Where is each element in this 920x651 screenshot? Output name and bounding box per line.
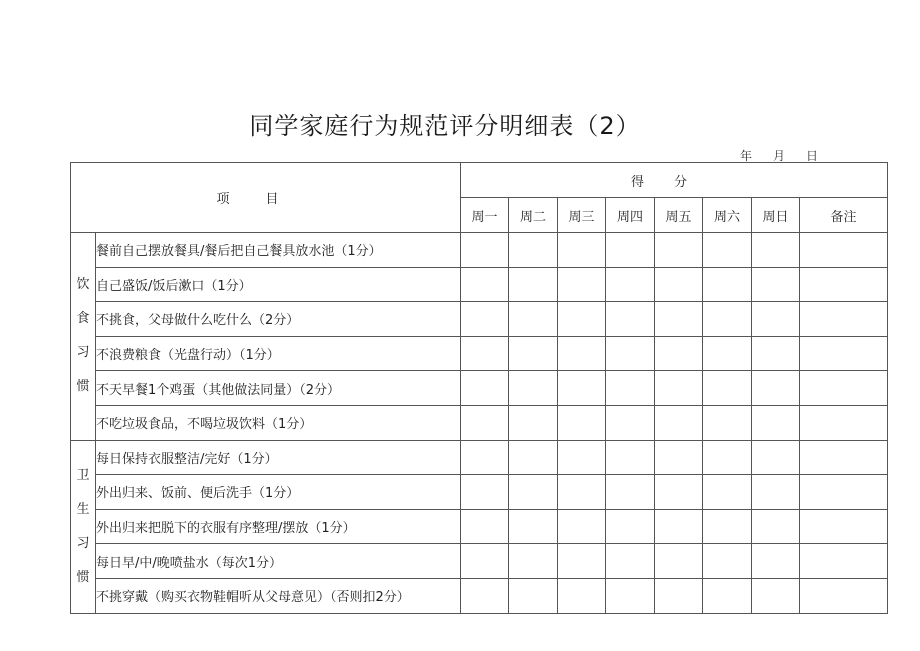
score-cell[interactable] — [752, 405, 800, 440]
table-row — [71, 544, 888, 579]
remark-cell[interactable] — [800, 302, 888, 337]
score-cell[interactable] — [509, 509, 558, 544]
remark-cell[interactable] — [800, 233, 888, 268]
score-cell[interactable] — [461, 509, 509, 544]
score-cell[interactable] — [703, 440, 752, 475]
item-label: 不天早餐1个鸡蛋（其他做法同量）（2分） — [96, 371, 461, 406]
score-cell[interactable] — [558, 336, 606, 371]
item-label: 不挑食，父母做什么吃什么（2分） — [96, 302, 461, 337]
score-cell[interactable] — [509, 578, 558, 613]
day-header: 周二 — [509, 198, 558, 233]
date-month-label: 月 — [773, 149, 786, 163]
score-cell[interactable] — [752, 267, 800, 302]
remark-cell[interactable] — [800, 371, 888, 406]
category-char: 惯 — [76, 569, 90, 585]
score-cell[interactable] — [752, 440, 800, 475]
item-label: 不浪费粮食（光盘行动）（1分） — [96, 336, 461, 371]
score-cell[interactable] — [752, 509, 800, 544]
score-cell[interactable] — [752, 371, 800, 406]
score-cell[interactable] — [461, 405, 509, 440]
table-row — [71, 267, 888, 302]
item-label: 每日保持衣服整洁/完好（1分） — [96, 440, 461, 475]
category-char: 饮 — [76, 277, 90, 293]
score-cell[interactable] — [703, 302, 752, 337]
table-row — [71, 475, 888, 510]
score-cell[interactable] — [703, 475, 752, 510]
score-cell[interactable] — [509, 371, 558, 406]
score-cell[interactable] — [606, 509, 655, 544]
remark-header: 备注 — [800, 198, 888, 233]
score-cell[interactable] — [606, 371, 655, 406]
score-cell[interactable] — [606, 336, 655, 371]
remark-cell[interactable] — [800, 440, 888, 475]
score-cell[interactable] — [606, 267, 655, 302]
day-header: 周六 — [703, 198, 752, 233]
table-row — [71, 405, 888, 440]
score-cell[interactable] — [558, 509, 606, 544]
score-cell[interactable] — [655, 233, 703, 268]
score-cell[interactable] — [509, 405, 558, 440]
score-cell[interactable] — [655, 405, 703, 440]
day-header: 周五 — [655, 198, 703, 233]
score-cell[interactable] — [606, 233, 655, 268]
score-cell[interactable] — [461, 578, 509, 613]
remark-cell[interactable] — [800, 267, 888, 302]
score-cell[interactable] — [509, 475, 558, 510]
score-cell[interactable] — [655, 302, 703, 337]
item-label: 餐前自己摆放餐具/餐后把自己餐具放水池（1分） — [96, 233, 461, 268]
score-cell[interactable] — [752, 544, 800, 579]
score-cell[interactable] — [752, 578, 800, 613]
score-cell[interactable] — [509, 233, 558, 268]
score-cell[interactable] — [558, 440, 606, 475]
score-cell[interactable] — [461, 336, 509, 371]
score-cell[interactable] — [703, 233, 752, 268]
table-row — [71, 233, 888, 268]
score-cell[interactable] — [655, 544, 703, 579]
category-cell — [71, 440, 96, 613]
item-label: 不吃垃圾食品，不喝垃圾饮料（1分） — [96, 405, 461, 440]
score-cell[interactable] — [655, 336, 703, 371]
day-header: 周日 — [752, 198, 800, 233]
score-cell[interactable] — [703, 267, 752, 302]
category-char: 习 — [76, 345, 90, 361]
item-label: 不挑穿戴（购买衣物鞋帽听从父母意见）（否则扣2分） — [96, 578, 461, 613]
score-cell[interactable] — [703, 509, 752, 544]
score-cell[interactable] — [558, 475, 606, 510]
score-cell[interactable] — [655, 440, 703, 475]
score-cell[interactable] — [558, 267, 606, 302]
table-row — [71, 302, 888, 337]
category-char: 食 — [76, 311, 90, 327]
score-cell[interactable] — [509, 267, 558, 302]
score-cell[interactable] — [509, 336, 558, 371]
day-header: 周四 — [606, 198, 655, 233]
score-cell[interactable] — [752, 336, 800, 371]
category-char: 卫 — [76, 467, 90, 483]
table-row — [71, 371, 888, 406]
score-cell[interactable] — [703, 371, 752, 406]
remark-cell[interactable] — [800, 578, 888, 613]
score-cell[interactable] — [558, 405, 606, 440]
score-cell[interactable] — [703, 578, 752, 613]
item-label: 外出归来、饭前、便后洗手（1分） — [96, 475, 461, 510]
score-table — [70, 162, 888, 614]
score-cell[interactable] — [606, 475, 655, 510]
score-cell[interactable] — [606, 578, 655, 613]
score-cell[interactable] — [752, 302, 800, 337]
category-cell — [71, 233, 96, 441]
table-body — [71, 233, 888, 614]
score-cell[interactable] — [655, 509, 703, 544]
score-cell[interactable] — [703, 544, 752, 579]
score-cell[interactable] — [558, 371, 606, 406]
score-cell[interactable] — [461, 440, 509, 475]
category-char: 习 — [76, 535, 90, 551]
score-cell[interactable] — [606, 544, 655, 579]
day-header: 周一 — [461, 198, 509, 233]
category-char: 生 — [76, 501, 90, 517]
item-header: 项目 — [71, 163, 461, 233]
table-row — [71, 440, 888, 475]
score-cell[interactable] — [461, 544, 509, 579]
remark-cell[interactable] — [800, 475, 888, 510]
score-cell[interactable] — [558, 544, 606, 579]
remark-cell[interactable] — [800, 509, 888, 544]
score-header: 得分 — [461, 163, 888, 198]
score-cell[interactable] — [703, 336, 752, 371]
score-cell[interactable] — [655, 267, 703, 302]
page-title: 同学家庭行为规范评分明细表（2） — [249, 112, 641, 140]
score-cell[interactable] — [558, 233, 606, 268]
remark-cell[interactable] — [800, 336, 888, 371]
score-cell[interactable] — [606, 405, 655, 440]
score-cell[interactable] — [509, 302, 558, 337]
score-cell[interactable] — [461, 302, 509, 337]
table-row — [71, 578, 888, 613]
date-year-label: 年 — [740, 149, 753, 163]
score-cell[interactable] — [703, 405, 752, 440]
item-label: 自己盛饭/饭后漱口（1分） — [96, 267, 461, 302]
score-cell[interactable] — [461, 233, 509, 268]
score-cell[interactable] — [752, 475, 800, 510]
table-row — [71, 509, 888, 544]
day-header: 周三 — [558, 198, 606, 233]
score-cell[interactable] — [461, 475, 509, 510]
score-cell[interactable] — [509, 544, 558, 579]
category-char: 惯 — [76, 379, 90, 395]
score-cell[interactable] — [558, 302, 606, 337]
item-label: 外出归来把脱下的衣服有序整理/摆放（1分） — [96, 509, 461, 544]
remark-cell[interactable] — [800, 544, 888, 579]
score-cell[interactable] — [752, 233, 800, 268]
score-cell[interactable] — [655, 371, 703, 406]
table-row — [71, 336, 888, 371]
score-cell[interactable] — [509, 440, 558, 475]
score-cell[interactable] — [558, 578, 606, 613]
date-day-label: 日 — [806, 149, 819, 163]
score-cell[interactable] — [606, 302, 655, 337]
score-cell[interactable] — [461, 371, 509, 406]
score-cell[interactable] — [655, 578, 703, 613]
score-cell[interactable] — [606, 440, 655, 475]
score-cell[interactable] — [655, 475, 703, 510]
score-cell[interactable] — [461, 267, 509, 302]
remark-cell[interactable] — [800, 405, 888, 440]
item-label: 每日早/中/晚喷盐水（每次1分） — [96, 544, 461, 579]
